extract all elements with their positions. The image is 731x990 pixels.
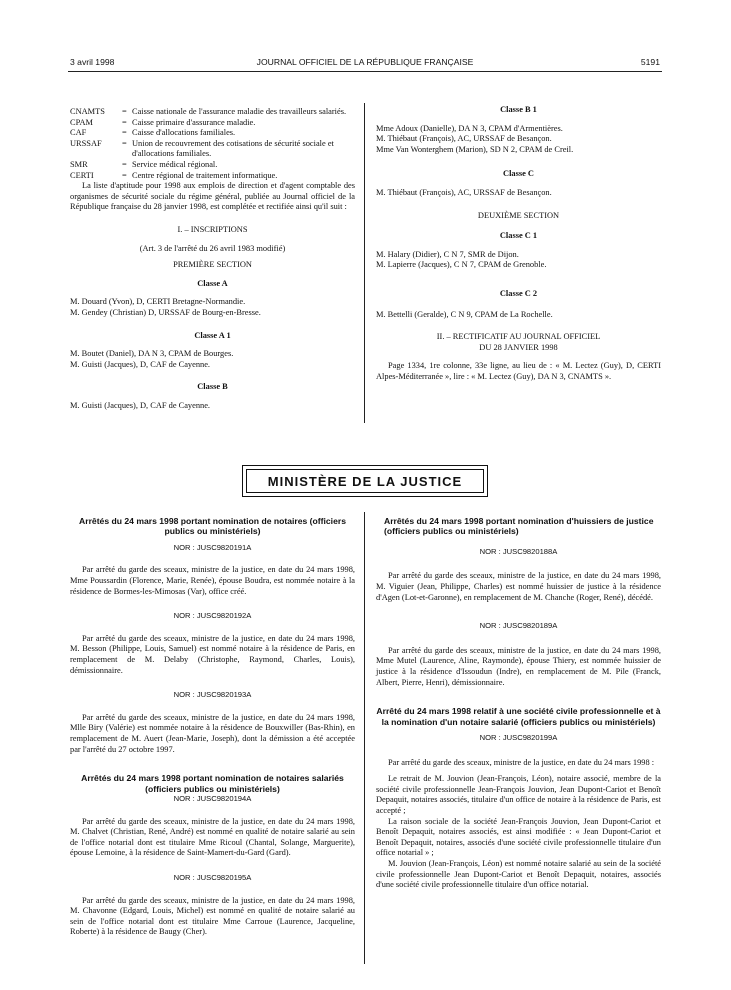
nor-reference: NOR : JUSC9820199A	[479, 732, 558, 742]
part2-heading: DEUXIÈME SECTION	[477, 210, 560, 220]
arrete-paragraph: M. Jouvion (Jean-François, Léon) est nommé notaire salarié au sein de la société civile professionnelle Jean Dupont-Cariot et Benoît Depaquit, notaires, associés d'une société civile professionnelle titulaire d'un office notarial.	[376, 858, 661, 890]
abbr-cnamts: CNAMTS	[70, 107, 105, 116]
classe-b1-entry: Mme Van Wonterghem (Marion), SD N 2, CPAM de Creil.	[376, 144, 574, 154]
bottom-left-column	[70, 516, 355, 938]
arrete-huissiers-title: Arrêtés du 24 mars 1998 portant nomination d'huissiers de justice (officiers publics ou ministériels)	[384, 516, 654, 537]
rectificatif-paragraph: Page 1334, 1re colonne, 33e ligne, au lieu de : « M. Lectez (Guy), D, CERTI Alpes-Méditerranée », lire : « M. Lectez (Guy), DA N 3, CNAMTS ».	[376, 361, 661, 381]
arrete-paragraph: Par arrêté du garde des sceaux, ministre de la justice, en date du 24 mars 1998, Mlle Biry (Valérie) est nommée notaire à la résidence de Bouxwiller (Bas-Rhin), en remplacement de M. Auert (Jean-Marie, Joseph), dont la démission a été acceptée par l'arrêté du 27 octobre 1997.	[70, 712, 355, 754]
classe-c1-entry: M. Halary (Didier), C N 7, SMR de Dijon.	[376, 249, 519, 259]
arrete-paragraph: Par arrêté du garde des sceaux, ministre de la justice, en date du 24 mars 1998, M. Besson (Philippe, Louis, Samuel) est nommé notaire à la résidence de Paris, en remplacement de M. Delaby (Christophe, Raymond, Charles, Louis), démissionnaire.	[70, 633, 355, 675]
classe-a-heading: Classe A	[197, 278, 228, 288]
abbr-caf-def: Caisse d'allocations familiales.	[132, 128, 236, 138]
arrete-scp-title: Arrêté du 24 mars 1998 relatif à une société civile professionnelle et à la nomination d'un notaire salarié (officiers publics ou ministériels)	[376, 706, 661, 727]
rectificatif-heading: II. – RECTIFICATIF AU JOURNAL OFFICIEL	[436, 332, 601, 342]
arrete-paragraph: Par arrêté du garde des sceaux, ministre de la justice, en date du 24 mars 1998, Mme Mutel (Laurence, Aline, Raymonde), épouse Thiery, est nommée huissier de justice à la résidence d'Issoudun (Indre), en remplacement de M. Pile (Franck, Albert, Pierre, Henri), démissionnaire.	[376, 645, 661, 687]
classe-b1-heading: Classe B 1	[500, 105, 537, 114]
nor-reference: NOR : JUSC9820194A	[173, 793, 252, 803]
classe-b1-entry: Mme Adoux (Danielle), DA N 3, CPAM d'Armentières.	[376, 123, 563, 133]
abbr-cpam-def: Caisse primaire d'assurance maladie.	[132, 117, 256, 127]
abbr-cnamts-def: Caisse nationale de l'assurance maladie des travailleurs salariés.	[132, 107, 347, 116]
classe-a-entry: M. Douard (Yvon), D, CERTI Bretagne-Normandie.	[70, 297, 246, 307]
classe-a1-entry: M. Boutet (Daniel), DA N 3, CPAM de Bourges.	[70, 349, 234, 359]
abbr-cpam: CPAM	[70, 117, 93, 127]
top-left-column	[70, 107, 355, 411]
nor-reference: NOR : JUSC9820195A	[173, 872, 252, 882]
arrete-paragraph: Par arrêté du garde des sceaux, ministre de la justice, en date du 24 mars 1998 :	[388, 757, 655, 767]
rectificatif-heading-date: DU 28 JANVIER 1998	[479, 342, 558, 352]
ministry-banner: MINISTÈRE DE LA JUSTICE	[246, 469, 484, 493]
header-page-number: 5191	[640, 57, 660, 67]
section-heading: I. – INSCRIPTIONS	[177, 224, 248, 234]
nor-reference: NOR : JUSC9820189A	[479, 621, 558, 631]
classe-a1-entry: M. Guisti (Jacques), D, CAF de Cayenne.	[70, 359, 211, 369]
classe-b-entry: M. Guisti (Jacques), D, CAF de Cayenne.	[70, 400, 211, 410]
arrete-notaires-title: Arrêtés du 24 mars 1998 portant nomination de notaires (officiers publics ou ministériels)	[79, 516, 346, 537]
nor-reference: NOR : JUSC9820193A	[173, 690, 252, 700]
classe-b1-entry: M. Thiébaut (François), AC, URSSAF de Besançon.	[376, 134, 552, 144]
abbr-smr: SMR	[70, 159, 88, 169]
classe-c1-heading: Classe C 1	[499, 231, 538, 241]
intro-paragraph: La liste d'aptitude pour 1998 aux emplois de direction et d'agent comptable des organismes de sécurité sociale du régime général, publiée au Journal officiel de la République française du 28 janvier 1998, est complétée et rectifiée ainsi qu'il suit :	[70, 181, 355, 212]
arrete-notaires-salaries-title: Arrêtés du 24 mars 1998 portant nomination de notaires salariés (officiers publics ou ministériels)	[81, 773, 344, 794]
bottom-right-column	[376, 516, 661, 891]
bottom-column-separator	[364, 512, 365, 964]
arrete-paragraph: Par arrêté du garde des sceaux, ministre de la justice, en date du 24 mars 1998, M. Chalvet (Christian, René, André) est nommé en qualité de notaire salarié au sein de l'office notarial dont est titulaire Mme Ricoul (Chantal, Solange, Marguerite), épouse Lemoine, à la résidence de Saint-Mamert-du-Gard (Gard).	[70, 816, 355, 858]
top-right-column	[376, 105, 661, 383]
arrete-paragraph: Le retrait de M. Jouvion (Jean-François, Léon), notaire associé, membre de la société civile professionnelle Jean-François Jouvion, Jean Dupont-Cariot et Benoît Depaquit, notaires associés, titulaire d'un office de notaire à la résidence de Paris, est accepté ;	[376, 774, 661, 815]
nor-reference: NOR : JUSC9820188A	[479, 546, 558, 556]
classe-c1-entry: M. Lapierre (Jacques), C N 7, CPAM de Grenoble.	[376, 260, 547, 270]
section-subheading: (Art. 3 de l'arrêté du 26 avril 1983 modifié)	[139, 243, 286, 253]
nor-reference: NOR : JUSC9820191A	[173, 542, 252, 552]
header-rule	[68, 71, 662, 72]
header-date: 3 avril 1998	[70, 57, 115, 67]
abbreviation-list: CNAMTS = Caisse nationale de l'assurance maladie des travailleurs salariés. CPAM = Caisse primaire d'assurance maladie. CAF = Caisse d'allocations familiales. URSSAF = Union de recouvrement des cotisations de sécurité sociale et d'allocations familiales. SMR = Service médical régional. CERTI = Centre régional de traitement informatique.	[70, 107, 355, 181]
classe-b-heading: Classe B	[197, 382, 228, 392]
classe-a-entry: M. Gendey (Christian) D, URSSAF de Bourg-en-Bresse.	[70, 307, 261, 317]
abbr-caf: CAF	[70, 128, 87, 138]
arrete-paragraph: Par arrêté du garde des sceaux, ministre de la justice, en date du 24 mars 1998, M. Chavonne (Edgard, Louis, Michel) est nommé en qualité de notaire salarié au sein de l'office notarial dont est titulaire Mme Carroue (Laurence, Jacqueline, Roberte) à la résidence de Baugy (Cher).	[70, 895, 355, 937]
abbr-urssaf-def: Union de recouvrement des cotisations de sécurité sociale et d'allocations familiales.	[132, 138, 334, 159]
classe-c2-heading: Classe C 2	[499, 288, 538, 298]
header-journal-title: JOURNAL OFFICIEL DE LA RÉPUBLIQUE FRANÇAISE	[256, 57, 474, 67]
top-column-separator	[364, 103, 365, 423]
arrete-paragraph: Par arrêté du garde des sceaux, ministre de la justice, en date du 24 mars 1998, Mme Poussardin (Florence, Marie, Renée), épouse Boudra, est nommée notaire à la résidence de Bormes-les-Mimosas (Var), office créé.	[70, 565, 355, 596]
arrete-paragraph: Par arrêté du garde des sceaux, ministre de la justice, en date du 24 mars 1998, M. Viguier (Jean, Philippe, Charles) est nommé huissier de justice à la résidence d'Agen (Lot-et-Garonne), en remplacement de M. Chanche (Roger, René), décédé.	[376, 571, 661, 602]
nor-reference: NOR : JUSC9820192A	[173, 611, 252, 621]
part-heading: PREMIÈRE SECTION	[173, 260, 252, 270]
abbr-urssaf: URSSAF	[70, 138, 102, 148]
arrete-paragraph: La raison sociale de la société Jean-François Jouvion, Jean Dupont-Cariot et Benoît Depaquit, notaires associés, est ainsi modifiée : « Jean Dupont-Cariot et Benoît Depaquit, notaires, associés d'une société civile professionnelle titulaire d'un office notarial » ;	[376, 816, 661, 858]
classe-c-entry: M. Thiébaut (François), AC, URSSAF de Besançon.	[376, 187, 552, 197]
classe-c2-entry: M. Bettelli (Geralde), C N 9, CPAM de La Rochelle.	[376, 309, 553, 319]
classe-c-heading: Classe C	[503, 169, 534, 179]
abbr-smr-def: Service médical régional.	[132, 159, 218, 169]
abbr-certi-def: Centre régional de traitement informatique.	[132, 170, 278, 180]
abbr-certi: CERTI	[70, 170, 94, 180]
classe-a1-heading: Classe A 1	[194, 330, 231, 340]
